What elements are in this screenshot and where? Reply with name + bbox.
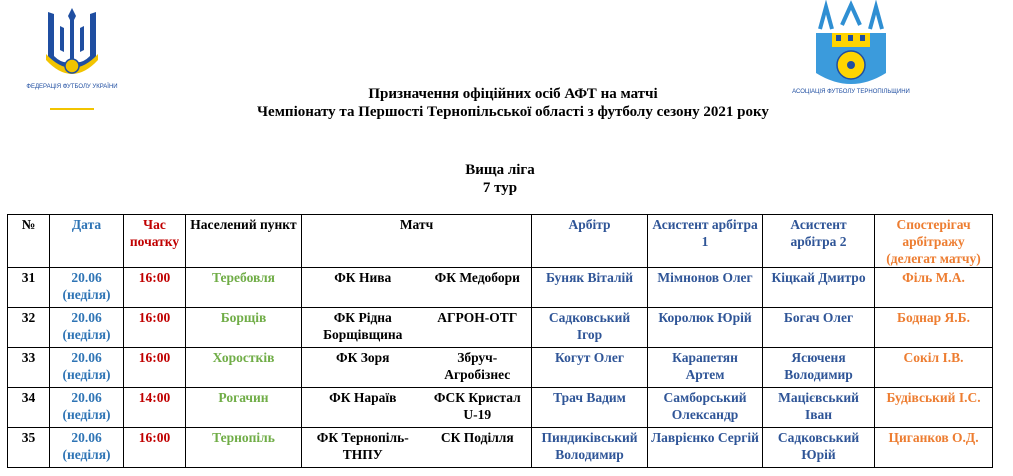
trident-icon	[46, 8, 98, 74]
row-place: Борщів	[186, 308, 302, 348]
row-assistant1: Лаврієнко Сергій	[648, 428, 763, 468]
row-date: 20.06 (неділя)	[50, 268, 124, 308]
row-time: 14:00	[124, 388, 186, 428]
header-referee: Арбітр	[532, 215, 648, 268]
row-place: Рогачин	[186, 388, 302, 428]
row-home-team: ФК Нараїв	[302, 388, 424, 428]
row-num: 31	[8, 268, 50, 308]
row-time: 16:00	[124, 428, 186, 468]
row-assistant2: Мацієвський Іван	[763, 388, 875, 428]
row-home-team: ФК Рідна Борщівщина	[302, 308, 424, 348]
round-title: 7 тур	[482, 180, 518, 196]
document-title: Призначення офіційних осіб АФТ на матчі	[368, 86, 658, 102]
row-observer: Будівський І.С.	[875, 388, 993, 428]
row-observer: Філь М.А.	[875, 268, 993, 308]
row-home-team: ФК Нива	[302, 268, 424, 308]
row-away-team: ФК Медобори	[424, 268, 532, 308]
row-away-team: АГРОН-ОТГ	[424, 308, 532, 348]
row-away-team: Збруч-Агробізнес	[424, 348, 532, 388]
row-assistant1: Самборський Олександр	[648, 388, 763, 428]
row-place: Хоростків	[186, 348, 302, 388]
table-row	[8, 388, 993, 428]
row-assistant2: Кіцкай Дмитро	[763, 268, 875, 308]
row-assistant2: Садковський Юрій	[763, 428, 875, 468]
row-place: Тернопіль	[186, 428, 302, 468]
table-row	[8, 268, 993, 308]
row-date: 20.06 (неділя)	[50, 308, 124, 348]
row-referee: Садковський Ігор	[532, 308, 648, 348]
header-place: Населений пункт	[186, 215, 302, 268]
row-referee: Трач Вадим	[532, 388, 648, 428]
row-away-team: ФСК Кристал U-19	[424, 388, 532, 428]
aft-caption: АСОЦІАЦІЯ ФУТБОЛУ ТЕРНОПІЛЬЩИНИ	[792, 89, 910, 95]
row-num: 33	[8, 348, 50, 388]
row-time: 16:00	[124, 308, 186, 348]
row-date: 20.06 (неділя)	[50, 348, 124, 388]
row-assistant2: Богач Олег	[763, 308, 875, 348]
row-observer: Сокіл І.В.	[875, 348, 993, 388]
row-time: 16:00	[124, 348, 186, 388]
row-home-team: ФК Зоря	[302, 348, 424, 388]
header-assistant1: Асистент арбітра 1	[648, 215, 763, 268]
row-num: 34	[8, 388, 50, 428]
row-referee: Когут Олег	[532, 348, 648, 388]
row-referee: Пиндиківський Володимир	[532, 428, 648, 468]
row-time: 16:00	[124, 268, 186, 308]
header-assistant2: Асистент арбітра 2	[763, 215, 875, 268]
row-assistant1: Карапетян Артем	[648, 348, 763, 388]
row-date: 20.06 (неділя)	[50, 428, 124, 468]
ffu-caption: ФЕДЕРАЦІЯ ФУТБОЛУ УКРАЇНИ	[26, 84, 118, 90]
row-referee: Буняк Віталій	[532, 268, 648, 308]
header-observer: Спостерігач арбітражу (делегат матчу)	[875, 215, 993, 268]
header-num: №	[8, 215, 50, 268]
row-assistant1: Мімнонов Олег	[648, 268, 763, 308]
table-header-row	[8, 215, 993, 268]
table-row	[8, 428, 993, 468]
row-assistant2: Ясюченя Володимир	[763, 348, 875, 388]
row-away-team: СК Поділля	[424, 428, 532, 468]
row-num: 32	[8, 308, 50, 348]
league-title: Вища ліга	[465, 162, 535, 178]
row-place: Теребовля	[186, 268, 302, 308]
row-home-team: ФК Тернопіль-ТНПУ	[302, 428, 424, 468]
header-date: Дата	[50, 215, 124, 268]
row-observer: Циганков О.Д.	[875, 428, 993, 468]
castle-ball-icon	[816, 5, 886, 84]
appointments-table	[7, 214, 993, 468]
table-row	[8, 348, 993, 388]
table-row	[8, 308, 993, 348]
row-num: 35	[8, 428, 50, 468]
document-subtitle: Чемпіонату та Першості Тернопільської області з футболу сезону 2021 року	[257, 104, 769, 120]
header-time: Час початку	[124, 215, 186, 268]
header-match: Матч	[302, 215, 532, 268]
row-date: 20.06 (неділя)	[50, 388, 124, 428]
row-assistant1: Королюк Юрій	[648, 308, 763, 348]
row-observer: Боднар Я.Б.	[875, 308, 993, 348]
